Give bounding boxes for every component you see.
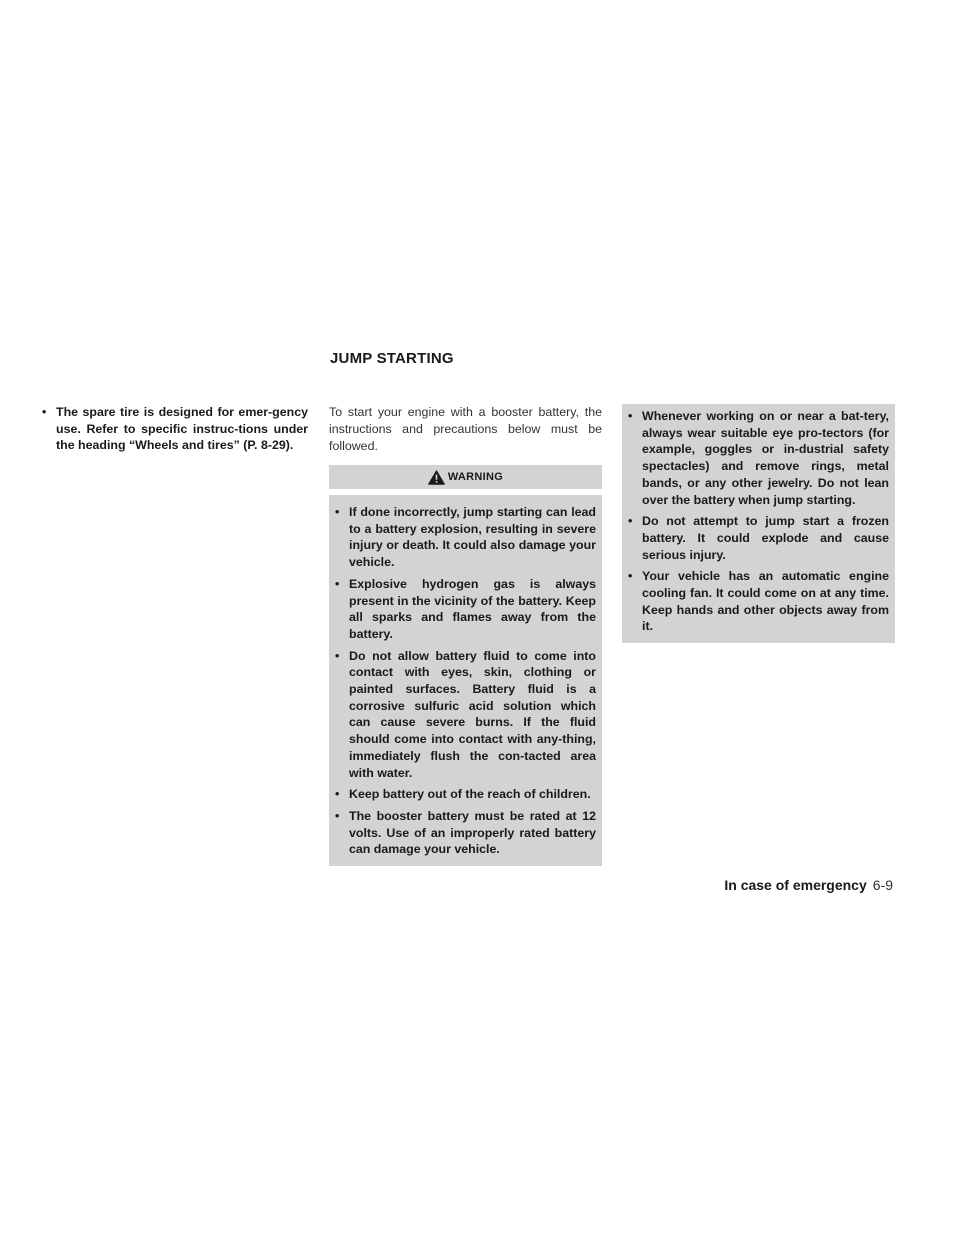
warning-box (329, 495, 602, 866)
warning-label: WARNING (447, 471, 504, 483)
bullet-text: Whenever working on or near a bat-tery, always wear suitable eye pro-tectors (for example, goggles or in-dustrial safety spectacles) and remove rings, metal bands, or any other jewelry. Do not lean over the battery when jump starting. (642, 409, 889, 507)
bullet-text: Do not allow battery fluid to come into contact with eyes, skin, clothing or painted surfaces. Battery fluid is a corrosive sulfuric acid solution which can cause severe burns. If the fluid should come into contact with any-thing, immediately flush the con-tacted area with water. (349, 648, 596, 780)
bullet-text: Keep battery out of the reach of children. (349, 787, 591, 802)
section-heading: JUMP STARTING (330, 350, 454, 367)
bullet-text: The spare tire is designed for emer-gency use. Refer to specific instruc-tions under the heading “Wheels and tires” (P. 8-29). (56, 405, 308, 453)
list-item (36, 404, 308, 454)
list-item (329, 576, 596, 643)
bullet-text: Your vehicle has an automatic engine cooling fan. It could come on at any time. Keep hands and other objects away from it. (642, 569, 889, 634)
bullet-icon: • (335, 648, 340, 663)
warning-bullet-list (329, 504, 596, 858)
list-item (622, 408, 889, 508)
right-column (622, 404, 895, 643)
left-bullet-list (36, 404, 308, 454)
list-item (329, 786, 596, 803)
bullet-text: The booster battery must be rated at 12 volts. Use of an improperly rated battery can damage your vehicle. (349, 808, 596, 857)
bullet-text: If done incorrectly, jump starting can lead to a battery explosion, resulting in severe injury or death. It could also damage your vehicle. (349, 505, 596, 570)
bullet-icon: • (335, 576, 340, 591)
bullet-icon: • (628, 409, 633, 423)
bullet-icon: • (42, 405, 47, 419)
list-item (329, 808, 596, 858)
right-bullet-list (622, 408, 889, 635)
middle-column (329, 404, 602, 866)
page-number: 6-9 (872, 877, 893, 893)
bullet-icon: • (335, 505, 340, 519)
left-column (36, 404, 308, 459)
warning-box-continued (622, 404, 895, 643)
bullet-icon: • (335, 808, 340, 823)
bullet-text: Explosive hydrogen gas is always present in the vicinity of the battery. Keep all sparks and flames away from the battery. (349, 576, 596, 641)
list-item (329, 648, 596, 782)
list-item (622, 513, 889, 563)
page-footer (724, 877, 893, 893)
warning-triangle-icon (428, 470, 445, 485)
chapter-title: In case of emergency (724, 877, 867, 893)
warning-header (329, 465, 602, 489)
bullet-icon: • (628, 569, 633, 584)
bullet-icon: • (628, 514, 633, 529)
intro-paragraph: To start your engine with a booster battery, the instructions and precautions below must be followed. (329, 405, 602, 453)
list-item (329, 504, 596, 571)
bullet-icon: • (335, 787, 340, 802)
list-item (622, 568, 889, 635)
bullet-text: Do not attempt to jump start a frozen battery. It could explode and cause serious injury. (642, 514, 889, 562)
